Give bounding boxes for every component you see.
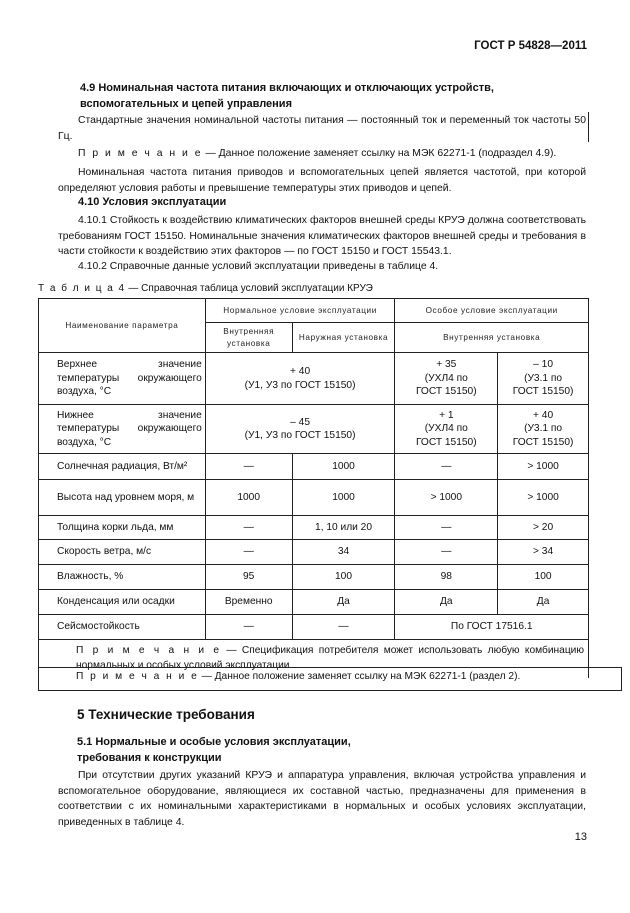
cell-name: Нижнее значение температуры окружающего воздуха, °С [39, 405, 206, 454]
table-row [39, 590, 589, 615]
cell-special-indoor: Да [395, 590, 498, 615]
cell-normal-outdoor: 1000 [292, 480, 395, 516]
cell-special-indoor: + 35 (УХЛ4 по ГОСТ 15150) [395, 353, 498, 405]
cell-normal-indoor: Временно [205, 590, 292, 615]
cell-special-outdoor: 100 [498, 565, 589, 590]
table-row [39, 540, 589, 565]
cell-special-outdoor: > 1000 [498, 480, 589, 516]
s5-paragraph-1: При отсутствии других указаний КРУЭ и аппаратура управления, включая устройства управления и вспомогательное оборудование, являющиеся их составной частью, предназначены для применения в соответствии с их номинальными характеристиками в нормальных и особых условиях эксплуатации, приведенных в таблице 4. [58, 770, 586, 828]
s410-paragraph-2: 4.10.2 Справочные данные условий эксплуатации приведены в таблице 4. [78, 261, 439, 272]
section-5-1-title [77, 734, 351, 766]
s49-note-text: — Данное положение заменяет ссылку на МЭК 62271-1 (подраздел 4.9). [202, 148, 557, 159]
cell-special-outdoor: > 1000 [498, 454, 589, 480]
cell-special-indoor: — [395, 516, 498, 540]
table-caption-text: — Справочная таблица условий эксплуатации КРУЭ [125, 283, 373, 294]
cell-normal-indoor: 95 [205, 565, 292, 590]
section-4-9-title-line2: вспомогательных и цепей управления [80, 98, 292, 110]
cell-special-outdoor: Да [498, 590, 589, 615]
header-special: Особое условие эксплуатации [395, 299, 589, 323]
section-5-title: 5 Технические требования [77, 707, 255, 722]
section-5-1-title-line1: 5.1 Нормальные и особые условия эксплуатации, [77, 736, 351, 748]
header-normal-outdoor: Наружная установка [292, 323, 395, 353]
cell-special-outdoor: – 10 (У3.1 по ГОСТ 15150) [498, 353, 589, 405]
cell-normal-indoor: — [205, 615, 292, 640]
s49-note [58, 146, 586, 162]
table-note-1-text: — Спецификация потребителя может использовать любую комбинацию нормальных и особых условий эксплуатации. [76, 645, 584, 671]
cell-special: По ГОСТ 17516.1 [395, 615, 589, 640]
table-caption-label: Т а б л и ц а 4 [38, 283, 126, 294]
cell-special-outdoor: + 40 (У3.1 по ГОСТ 15150) [498, 405, 589, 454]
cell-special-indoor: — [395, 540, 498, 565]
table-row [39, 353, 589, 405]
cell-normal-indoor: — [205, 454, 292, 480]
header-parameter-name: Наименование параметра [39, 299, 206, 353]
cell-special-indoor: > 1000 [395, 480, 498, 516]
cell-name: Конденсация или осадки [39, 590, 206, 615]
cell-normal-indoor: — [205, 540, 292, 565]
cell-name: Высота над уровнем моря, м [39, 480, 206, 516]
header-special-indoor: Внутренняя установка [395, 323, 589, 353]
header-normal-indoor: Внутренняя установка [205, 323, 292, 353]
cell-normal-outdoor: 1000 [292, 454, 395, 480]
cell-normal-outdoor: Да [292, 590, 395, 615]
table-note-2 [38, 667, 622, 691]
cell-normal: – 45 (У1, У3 по ГОСТ 15150) [205, 405, 395, 454]
cell-normal-outdoor: 34 [292, 540, 395, 565]
doc-code: ГОСТ Р 54828—2011 [474, 40, 587, 52]
cell-special-indoor: + 1 (УХЛ4 по ГОСТ 15150) [395, 405, 498, 454]
cell-name: Верхнее значение температуры окружающего воздуха, °С [39, 353, 206, 405]
cell-normal-indoor: 1000 [205, 480, 292, 516]
cell-normal: + 40 (У1, У3 по ГОСТ 15150) [205, 353, 395, 405]
table-note-2-text: — Данное положение заменяет ссылку на МЭК 62271-1 (раздел 2). [198, 671, 521, 682]
header-normal: Нормальное условие эксплуатации [205, 299, 395, 323]
cell-normal-outdoor: — [292, 615, 395, 640]
cell-normal-outdoor: 1, 10 или 20 [292, 516, 395, 540]
cell-name: Скорость ветра, м/с [39, 540, 206, 565]
cell-name: Сейсмостойкость [39, 615, 206, 640]
cell-name: Толщина корки льда, мм [39, 516, 206, 540]
cell-special-indoor: — [395, 454, 498, 480]
section-4-9-title-line1: 4.9 Номинальная частота питания включающих и отключающих устройств, [80, 82, 494, 94]
cell-name: Влажность, % [39, 565, 206, 590]
s410-paragraph-1: 4.10.1 Стойкость к воздействию климатических факторов внешней среды КРУЭ должна соответствовать требованиям ГОСТ 15150. Номинальные значения климатических факторов внешней среды и требования в части стойкости к воздействию этих факторов — по ГОСТ 15150 и ГОСТ 15543.1. [58, 215, 586, 257]
table-note-2-label: П р и м е ч а н и е [76, 671, 199, 682]
cell-normal-outdoor: 100 [292, 565, 395, 590]
table-row [39, 615, 589, 640]
table-row [39, 565, 589, 590]
table-row [39, 454, 589, 480]
cell-name: Солнечная радиация, Вт/м² [39, 454, 206, 480]
table-row [39, 480, 589, 516]
cell-special-outdoor: > 20 [498, 516, 589, 540]
section-4-10-title: 4.10 Условия эксплуатации [78, 196, 227, 208]
cell-special-outdoor: > 34 [498, 540, 589, 565]
s49-paragraph-2: Номинальная частота питания приводов и вспомогательных цепей является частотой, при которой определяют условия работы и превышение температуры этих приводов и цепей. [58, 167, 586, 194]
s49-paragraph-1: Стандартные значения номинальной частоты питания — постоянный ток и переменный ток частоты 50 Гц. [58, 115, 586, 142]
section-5-1-title-line2: требования к конструкции [77, 752, 222, 764]
s49-note-label: П р и м е ч а н и е [78, 148, 203, 159]
table-note-1-label: П р и м е ч а н и е [76, 645, 222, 657]
table-row [39, 405, 589, 454]
page-number: 13 [574, 831, 587, 843]
change-bar [588, 112, 589, 142]
conditions-table [38, 298, 589, 678]
table-caption [38, 283, 373, 294]
cell-special-indoor: 98 [395, 565, 498, 590]
table-row [39, 516, 589, 540]
section-4-9-title [80, 80, 600, 112]
cell-normal-indoor: — [205, 516, 292, 540]
